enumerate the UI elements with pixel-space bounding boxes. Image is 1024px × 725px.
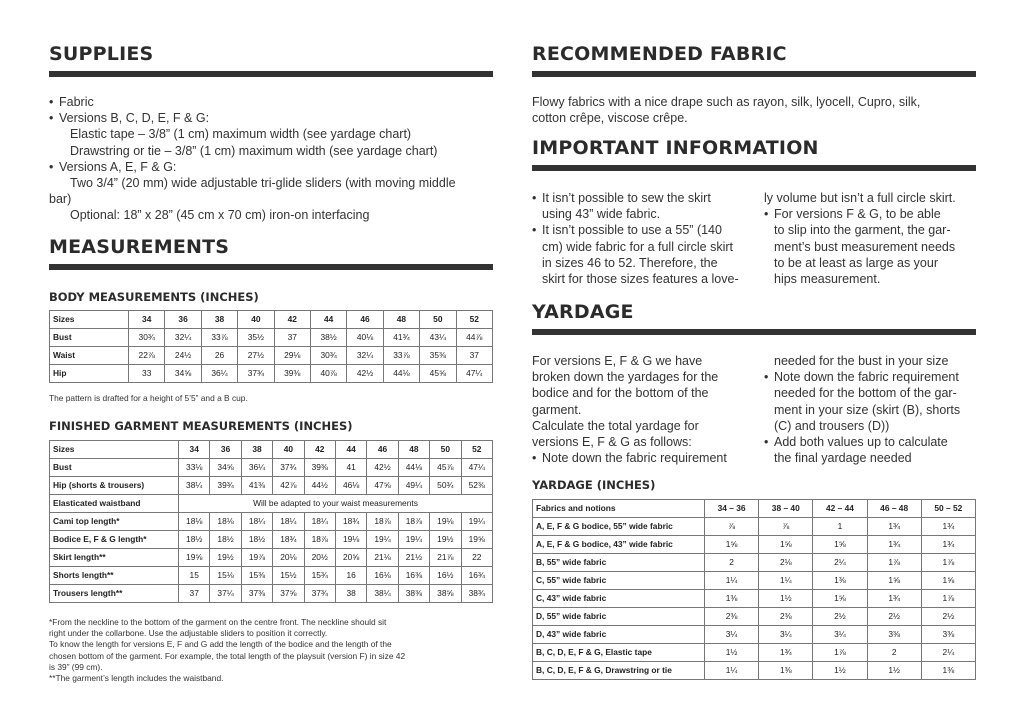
table-cell: 2½ [813, 608, 867, 626]
table-cell: 3¼ [705, 626, 759, 644]
table-row [50, 513, 493, 531]
table-cell: 1½ [813, 662, 867, 680]
table-cell: 36 [210, 441, 241, 459]
info-line: ly volume but isn’t a full circle skirt. [764, 191, 956, 205]
table-cell: 38 – 40 [759, 500, 813, 518]
table-cell: 3¼ [813, 626, 867, 644]
table-cell: 1⅝ [813, 536, 867, 554]
table-cell: 34⅝ [165, 365, 201, 383]
note-line: **The garment’s length includes the waistband. [49, 673, 224, 684]
table-cell: 41⅜ [241, 477, 272, 495]
table-cell: 33⅛ [179, 459, 210, 477]
table-cell: ⅞ [705, 518, 759, 536]
supplies-item: Drawstring or tie – 3/8” (1 cm) maximum width (see yardage chart) [70, 143, 438, 158]
supplies-item: bar) [49, 192, 72, 207]
table-cell: 27½ [238, 347, 274, 365]
table-cell: 37 [179, 585, 210, 603]
yardage-line: • Note down the fabric requirement [764, 369, 974, 385]
yardage-line: needed for the bottom of the gar- [774, 386, 957, 401]
table-cell: 41 [335, 459, 366, 477]
yardage-column-right [764, 353, 974, 466]
table-cell: 32¼ [165, 329, 201, 347]
table-cell: 21⅛ [367, 549, 398, 567]
table-cell: 36¼ [241, 459, 272, 477]
info-rule [532, 165, 976, 171]
table-cell: 19⅝ [179, 549, 210, 567]
yardage-line: bodice and for the bottom of the [532, 386, 709, 401]
table-cell: 33⅞ [383, 347, 419, 365]
row-label: Shorts length** [50, 567, 179, 585]
table-cell: 44⅞ [456, 329, 492, 347]
table-cell: 43¼ [420, 329, 456, 347]
row-label: Bust [50, 459, 179, 477]
table-cell: 45⅞ [430, 459, 461, 477]
table-cell: 20⅛ [273, 549, 304, 567]
row-label: C, 55” wide fabric [533, 572, 705, 590]
supplies-list [49, 94, 493, 224]
table-cell: 29⅛ [274, 347, 310, 365]
supplies-item: Optional: 18” x 28” (45 cm x 70 cm) iron-on interfacing [70, 208, 370, 223]
table-cell: 1⅝ [759, 536, 813, 554]
yardage-table [532, 499, 976, 680]
table-cell: 19¼ [461, 513, 492, 531]
supplies-item: • Versions B, C, D, E, F & G: [49, 110, 493, 126]
table-cell: 46 [347, 311, 383, 329]
table-cell: 1⅝ [813, 590, 867, 608]
table-cell: 40 [273, 441, 304, 459]
row-label: C, 43” wide fabric [533, 590, 705, 608]
table-cell: 34 – 36 [705, 500, 759, 518]
table-cell: 32¼ [347, 347, 383, 365]
table-row [50, 477, 493, 495]
table-cell: 36 [165, 311, 201, 329]
table-cell: 1¼ [705, 572, 759, 590]
table-row [533, 608, 976, 626]
table-cell: 2⅜ [705, 608, 759, 626]
table-cell: 16½ [430, 567, 461, 585]
table-cell: 19½ [210, 549, 241, 567]
table-cell: 21½ [398, 549, 429, 567]
info-line: cm) wide fabric for a full circle skirt [542, 239, 734, 254]
table-cell: 22 [461, 549, 492, 567]
table-cell: 19½ [430, 531, 461, 549]
table-cell: 2¼ [813, 554, 867, 572]
table-cell: 42⅞ [273, 477, 304, 495]
table-cell: 1¼ [759, 572, 813, 590]
table-row [533, 536, 976, 554]
yardage-line: versions E, F & G as follows: [532, 435, 692, 450]
table-cell: 35⅜ [420, 347, 456, 365]
table-cell: 44 [310, 311, 346, 329]
row-label: Cami top length* [50, 513, 179, 531]
table-cell: 44⅛ [383, 365, 419, 383]
info-line: to be at least as large as your [774, 255, 938, 270]
table-cell: 1⅜ [759, 662, 813, 680]
info-line: • For versions F & G, to be able [764, 206, 974, 222]
table-cell: 1 [813, 518, 867, 536]
info-column-right [764, 190, 974, 287]
table-cell: 49¼ [398, 477, 429, 495]
table-cell: 19⅞ [241, 549, 272, 567]
table-row [533, 590, 976, 608]
table-cell: 1½ [705, 644, 759, 662]
table-cell: 1¾ [921, 518, 975, 536]
yardage-line: broken down the yardages for the [532, 370, 719, 385]
table-cell: 26 [201, 347, 237, 365]
row-label: Elasticated waistband [50, 495, 179, 513]
supplies-item: • Fabric [49, 94, 493, 110]
table-cell: 44 [335, 441, 366, 459]
table-cell: 38¼ [367, 585, 398, 603]
table-cell: 38 [201, 311, 237, 329]
row-label: Sizes [50, 311, 129, 329]
table-row [533, 626, 976, 644]
table-cell: 15⅛ [210, 567, 241, 585]
yardage-line: ment in your size (skirt (B), shorts [774, 402, 961, 417]
supplies-item: Elastic tape – 3/8” (1 cm) maximum width (see yardage chart) [70, 127, 412, 142]
table-row [533, 572, 976, 590]
row-label: Fabrics and notions [533, 500, 705, 518]
table-cell: 2¼ [921, 644, 975, 662]
table-cell: 1⅜ [921, 662, 975, 680]
note-line: right under the collarbone. Use the adjustable sliders to position it correctly. [49, 628, 328, 639]
table-cell: 30¾ [310, 347, 346, 365]
info-line: in sizes 46 to 52. Therefore, the [542, 255, 718, 270]
table-cell: 1⅝ [867, 572, 921, 590]
table-row [533, 518, 976, 536]
fabric-line: cotton crêpe, viscose crêpe. [532, 111, 688, 126]
table-cell: 3⅜ [921, 626, 975, 644]
table-cell: 18¼ [273, 513, 304, 531]
table-cell: 21⅞ [430, 549, 461, 567]
table-cell: 42½ [347, 365, 383, 383]
fabric-rule [532, 71, 976, 77]
table-cell: 19⅝ [461, 531, 492, 549]
table-cell: 52⅜ [461, 477, 492, 495]
table-row [533, 644, 976, 662]
yardage-line: garment. [532, 402, 582, 417]
note-line: To know the length for versions E, F and G add the length of the bodice and the length of the [49, 639, 392, 650]
table-cell: 15 [179, 567, 210, 585]
yardage-line: For versions E, F & G we have [532, 354, 703, 368]
finished-measurements-notes [49, 617, 499, 684]
table-cell: 37 [274, 329, 310, 347]
row-label: Bust [50, 329, 129, 347]
table-cell: 1⅜ [705, 590, 759, 608]
table-cell: 42 – 44 [813, 500, 867, 518]
table-cell: 39¾ [210, 477, 241, 495]
row-label: B, C, D, E, F & G, Elastic tape [533, 644, 705, 662]
table-cell: 39⅜ [304, 459, 335, 477]
yardage-line: Calculate the total yardage for [532, 418, 699, 433]
fabric-heading: RECOMMENDED FABRIC [532, 43, 787, 65]
yardage-column-left [532, 353, 757, 466]
table-cell: 47¼ [456, 365, 492, 383]
table-cell: 18¾ [273, 531, 304, 549]
table-row [50, 329, 493, 347]
table-cell: 38¼ [179, 477, 210, 495]
table-cell: 18¼ [241, 513, 272, 531]
table-cell: 18⅞ [367, 513, 398, 531]
table-cell: 50 [420, 311, 456, 329]
row-label: Waist [50, 347, 129, 365]
measurements-heading: MEASUREMENTS [49, 236, 230, 258]
table-cell: 44½ [304, 477, 335, 495]
measurements-rule [49, 264, 493, 270]
table-cell: 52 [456, 311, 492, 329]
table-cell: 42 [274, 311, 310, 329]
note-line: *From the neckline to the bottom of the garment on the centre front. The neckline should sit [49, 617, 387, 627]
info-line: ment’s bust measurement needs [774, 239, 956, 254]
row-label: D, 43” wide fabric [533, 626, 705, 644]
table-cell: 16¾ [461, 567, 492, 585]
info-line: • It isn’t possible to use a 55” (140 [532, 222, 742, 238]
table-row [50, 347, 493, 365]
yardage-line: the final yardage needed [774, 451, 912, 466]
table-cell: 46⅛ [335, 477, 366, 495]
table-cell: 1⅝ [705, 536, 759, 554]
table-cell: 19⅛ [430, 513, 461, 531]
table-cell: 18½ [241, 531, 272, 549]
table-cell: 20⅝ [335, 549, 366, 567]
table-cell: 38¾ [461, 585, 492, 603]
table-cell: 15¾ [304, 567, 335, 585]
table-cell: 33 [129, 365, 165, 383]
table-cell: 50 – 52 [921, 500, 975, 518]
table-cell: 18⅛ [179, 513, 210, 531]
fabric-text [532, 94, 976, 126]
table-cell: 37¼ [210, 585, 241, 603]
table-cell: 40⅞ [310, 365, 346, 383]
table-cell: 38½ [310, 329, 346, 347]
table-cell: 1¼ [705, 662, 759, 680]
table-cell: 1¾ [921, 536, 975, 554]
yardage-line: • Note down the fabric requirement [532, 450, 757, 466]
row-label: B, C, D, E, F & G, Drawstring or tie [533, 662, 705, 680]
info-line: using 43” wide fabric. [542, 207, 661, 222]
table-cell: 18¾ [335, 513, 366, 531]
info-line: • It isn’t possible to sew the skirt [532, 190, 742, 206]
note-line: is 39” (99 cm). [49, 661, 103, 672]
table-cell: 20½ [304, 549, 335, 567]
table-row [50, 311, 493, 329]
table-cell: 45⅝ [420, 365, 456, 383]
table-row [533, 500, 976, 518]
info-heading: IMPORTANT INFORMATION [532, 137, 819, 159]
table-cell: 37⅜ [241, 585, 272, 603]
table-cell: 41¾ [383, 329, 419, 347]
yardage-line: needed for the bust in your size [774, 354, 949, 368]
body-measurements-table [49, 310, 493, 383]
yardage-heading: YARDAGE [532, 301, 634, 323]
row-label: A, E, F & G bodice, 43” wide fabric [533, 536, 705, 554]
table-cell: 48 [398, 441, 429, 459]
table-cell: 47¼ [461, 459, 492, 477]
finished-measurements-title: FINISHED GARMENT MEASUREMENTS (INCHES) [49, 419, 353, 433]
table-cell: 3¼ [759, 626, 813, 644]
table-cell: 1¾ [759, 644, 813, 662]
table-cell: 16 [335, 567, 366, 585]
table-cell: 18⅞ [398, 513, 429, 531]
table-cell: 18½ [210, 531, 241, 549]
table-cell: 1⅞ [867, 554, 921, 572]
table-cell: 47⅝ [367, 477, 398, 495]
row-label: Trousers length** [50, 585, 179, 603]
table-cell: 16⅛ [367, 567, 398, 585]
table-cell: 46 [367, 441, 398, 459]
table-cell: 18⅞ [304, 531, 335, 549]
fabric-line: Flowy fabrics with a nice drape such as rayon, silk, lyocell, Cupro, silk, [532, 95, 921, 109]
table-cell: 52 [461, 441, 492, 459]
table-cell: 42½ [367, 459, 398, 477]
table-cell: 2½ [867, 608, 921, 626]
table-cell: 35½ [238, 329, 274, 347]
table-row [50, 567, 493, 585]
table-cell: 38 [335, 585, 366, 603]
row-label: Sizes [50, 441, 179, 459]
supplies-item: Two 3/4” (20 mm) wide adjustable tri-glide sliders (with moving middle [70, 176, 456, 191]
row-label: Bodice E, F & G length* [50, 531, 179, 549]
table-cell: 15⅜ [241, 567, 272, 585]
table-row [50, 365, 493, 383]
table-cell: ⅞ [759, 518, 813, 536]
row-label: Hip [50, 365, 129, 383]
table-row [50, 549, 493, 567]
table-cell: 2 [867, 644, 921, 662]
table-cell: 1⅝ [921, 572, 975, 590]
table-cell: 1⅞ [921, 554, 975, 572]
table-cell: 37¾ [238, 365, 274, 383]
table-row [50, 531, 493, 549]
table-cell: 2½ [921, 608, 975, 626]
table-cell: 16⅜ [398, 567, 429, 585]
table-cell: 38 [241, 441, 272, 459]
table-cell: 15½ [273, 567, 304, 585]
table-cell: 33⅞ [201, 329, 237, 347]
table-row [50, 441, 493, 459]
table-cell: 50¾ [430, 477, 461, 495]
supplies-heading: SUPPLIES [49, 43, 154, 65]
table-cell: 1¾ [867, 590, 921, 608]
info-column-left [532, 190, 742, 287]
table-cell: 1⅞ [813, 644, 867, 662]
table-cell: 48 [383, 311, 419, 329]
table-cell: 34 [179, 441, 210, 459]
table-cell: 3⅜ [867, 626, 921, 644]
row-label: Hip (shorts & trousers) [50, 477, 179, 495]
table-cell: 37¾ [273, 459, 304, 477]
supplies-item: • Versions A, E, F & G: [49, 159, 493, 175]
table-row [50, 459, 493, 477]
table-cell: 22⅞ [129, 347, 165, 365]
table-cell: 19⅛ [335, 531, 366, 549]
table-cell: 36¼ [201, 365, 237, 383]
table-cell: 18½ [179, 531, 210, 549]
table-cell: 44⅛ [398, 459, 429, 477]
table-cell: 37¾ [304, 585, 335, 603]
table-cell: 50 [430, 441, 461, 459]
table-cell: 24½ [165, 347, 201, 365]
table-row [533, 662, 976, 680]
table-cell: 2⅛ [759, 554, 813, 572]
row-label: D, 55” wide fabric [533, 608, 705, 626]
info-line: skirt for those sizes features a love- [542, 272, 739, 287]
table-cell: 19¼ [367, 531, 398, 549]
table-cell: 1½ [759, 590, 813, 608]
table-cell: 40 [238, 311, 274, 329]
table-cell: 30¾ [129, 329, 165, 347]
yardage-line: (C) and trousers (D)) [774, 418, 890, 433]
table-cell: 19¼ [398, 531, 429, 549]
row-label: Skirt length** [50, 549, 179, 567]
table-cell: 34⅝ [210, 459, 241, 477]
yardage-line: • Add both values up to calculate [764, 434, 974, 450]
table-cell: 39⅜ [274, 365, 310, 383]
table-cell: 38⅝ [430, 585, 461, 603]
table-row [50, 585, 493, 603]
table-cell: 42 [304, 441, 335, 459]
table-cell: 34 [129, 311, 165, 329]
body-measurements-note: The pattern is drafted for a height of 5’5” and a B cup. [49, 393, 248, 403]
table-cell: 2 [705, 554, 759, 572]
finished-measurements-table [49, 440, 493, 603]
row-label: A, E, F & G bodice, 55” wide fabric [533, 518, 705, 536]
note-line: chosen bottom of the garment. For example, the total length of the playsuit (version F) in size 42 [49, 650, 406, 661]
table-row [50, 495, 493, 513]
yardage-rule [532, 329, 976, 335]
table-cell: 1¾ [867, 536, 921, 554]
table-cell: 37⅝ [273, 585, 304, 603]
table-row [533, 554, 976, 572]
table-cell: 18⅛ [210, 513, 241, 531]
yardage-table-title: YARDAGE (INCHES) [532, 478, 656, 492]
supplies-rule [49, 71, 493, 77]
table-cell: Will be adapted to your waist measurements [179, 495, 493, 513]
info-line: hips measurement. [774, 272, 881, 287]
row-label: B, 55” wide fabric [533, 554, 705, 572]
table-cell: 40⅛ [347, 329, 383, 347]
table-cell: 1⅜ [813, 572, 867, 590]
table-cell: 46 – 48 [867, 500, 921, 518]
table-cell: 2⅜ [759, 608, 813, 626]
info-line: to slip into the garment, the gar- [774, 223, 951, 238]
table-cell: 38⅜ [398, 585, 429, 603]
body-measurements-title: BODY MEASUREMENTS (INCHES) [49, 290, 259, 304]
table-cell: 18¼ [304, 513, 335, 531]
table-cell: 1½ [867, 662, 921, 680]
table-cell: 37 [456, 347, 492, 365]
table-cell: 1¾ [867, 518, 921, 536]
table-cell: 1⅞ [921, 590, 975, 608]
